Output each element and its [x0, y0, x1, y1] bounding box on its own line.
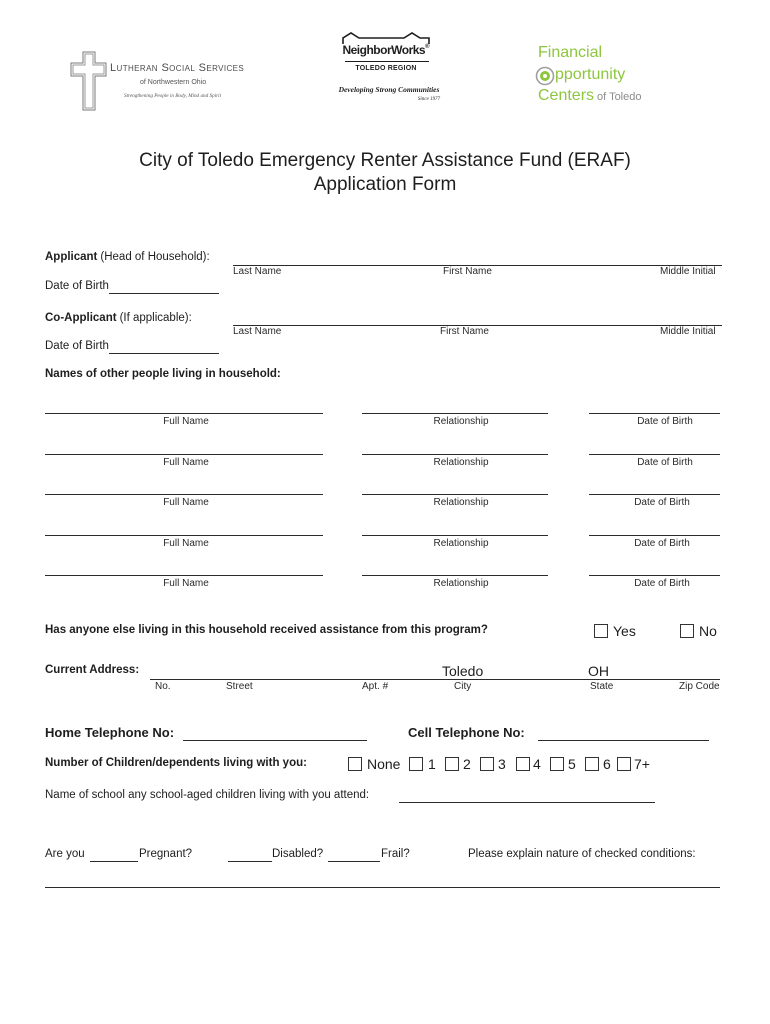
co-applicant-label [45, 313, 192, 325]
co-applicant-dob-label: Date of Birth [45, 340, 109, 352]
household-relationship-field[interactable] [362, 402, 548, 414]
foc-logo-suffix: of Toledo [597, 91, 642, 103]
city-value: Toledo [442, 663, 484, 679]
applicant-label [45, 252, 210, 264]
current-address-field[interactable] [150, 668, 720, 680]
frail-label: Frail? [381, 848, 410, 860]
applicant-dob-label: Date of Birth [45, 280, 109, 292]
address-city-label: City [454, 681, 472, 692]
lss-logo-tagline: Strengthening People in Body, Mind and Spirit [124, 93, 222, 99]
co-applicant-dob-field[interactable] [109, 342, 219, 354]
yes-option-label: Yes [613, 623, 636, 639]
full-name-label: Full Name [163, 416, 209, 427]
household-relationship-field[interactable] [362, 483, 548, 495]
cell-telephone-label: Cell Telephone No: [408, 725, 525, 740]
neighborworks-name-text: NeighborWorks [342, 43, 426, 57]
household-full-name-field[interactable] [45, 483, 323, 495]
relationship-label: Relationship [433, 416, 489, 427]
applicant-dob-field[interactable] [109, 282, 219, 294]
relationship-label: Relationship [433, 538, 489, 549]
co-applicant-first-name-label: First Name [440, 326, 489, 337]
form-title: City of Toledo Emergency Renter Assistance Fund (ERAF) [139, 150, 631, 171]
dob-label: Date of Birth [637, 416, 693, 427]
no-option-label: No [699, 623, 717, 639]
neighborworks-logo-region: TOLEDO REGION [355, 65, 417, 72]
address-apt-label: Apt. # [362, 681, 389, 692]
target-icon [535, 66, 555, 86]
school-label: Name of school any school-aged children living with you attend: [45, 789, 370, 801]
household-dob-field[interactable] [589, 402, 720, 414]
household-row [0, 413, 770, 431]
dob-label: Date of Birth [634, 538, 690, 549]
children-5-label: 5 [568, 756, 576, 772]
household-full-name-field[interactable] [45, 402, 323, 414]
foc-logo-centers: Centers [538, 87, 595, 104]
neighborworks-logo-tagline: Developing Strong Communities [338, 85, 440, 94]
foc-logo-line3 [538, 88, 641, 104]
address-zip-label: Zip Code [679, 681, 720, 692]
assistance-question: Has anyone else living in this household received assistance from this program? [45, 624, 488, 636]
children-6-label: 6 [603, 756, 611, 772]
form-subtitle: Application Form [313, 174, 457, 195]
applicant-last-name-label: Last Name [233, 266, 282, 277]
household-dob-field[interactable] [589, 564, 720, 576]
household-relationship-field[interactable] [362, 524, 548, 536]
co-applicant-middle-initial-label: Middle Initial [660, 326, 716, 337]
home-telephone-field[interactable] [183, 729, 367, 741]
neighborworks-logo-name [331, 44, 441, 56]
relationship-label: Relationship [433, 457, 489, 468]
home-telephone-label: Home Telephone No: [45, 725, 175, 740]
full-name-label: Full Name [163, 497, 209, 508]
applicant-qualifier: (Head of Household): [100, 251, 210, 263]
applicant-middle-initial-label: Middle Initial [660, 266, 716, 277]
co-applicant-name-field[interactable] [233, 314, 722, 326]
children-7plus-checkbox[interactable] [617, 757, 631, 771]
lss-logo-region: of Northwestern Ohio [140, 79, 207, 86]
address-street-label: Street [226, 681, 253, 692]
children-6-checkbox[interactable] [585, 757, 599, 771]
neighborworks-divider [345, 61, 429, 62]
cell-telephone-field[interactable] [538, 729, 709, 741]
co-applicant-last-name-label: Last Name [233, 326, 282, 337]
household-full-name-field[interactable] [45, 443, 323, 455]
school-field[interactable] [399, 791, 655, 803]
address-state-label: State [590, 681, 614, 692]
relationship-label: Relationship [433, 497, 489, 508]
disabled-label: Disabled? [272, 848, 324, 860]
foc-logo-line1: Financial [538, 44, 603, 61]
household-heading: Names of other people living in household: [45, 368, 281, 380]
household-dob-field[interactable] [589, 483, 720, 495]
frail-field[interactable] [328, 850, 380, 862]
children-3-checkbox[interactable] [480, 757, 494, 771]
no-checkbox[interactable] [680, 624, 694, 638]
household-relationship-field[interactable] [362, 443, 548, 455]
children-4-label: 4 [533, 756, 541, 772]
household-row [0, 494, 770, 512]
foc-logo-line2: pportunity [555, 66, 626, 83]
conditions-explain-field[interactable] [45, 876, 720, 888]
children-4-checkbox[interactable] [516, 757, 530, 771]
children-3-label: 3 [498, 756, 506, 772]
lss-logo-name: Lutheran Social Services [110, 62, 245, 74]
children-none-label: None [367, 756, 401, 772]
address-number-label: No. [155, 681, 171, 692]
household-row [0, 575, 770, 593]
registered-mark: ® [425, 44, 430, 50]
children-none-checkbox[interactable] [348, 757, 362, 771]
household-row [0, 454, 770, 472]
state-value: OH [588, 663, 609, 679]
conditions-explain-label: Please explain nature of checked conditions: [468, 848, 696, 860]
co-applicant-qualifier: (If applicable): [119, 312, 192, 324]
household-relationship-field[interactable] [362, 564, 548, 576]
children-1-label: 1 [428, 756, 436, 772]
conditions-prefix: Are you [45, 848, 85, 860]
children-2-label: 2 [463, 756, 471, 772]
applicant-first-name-label: First Name [443, 266, 492, 277]
household-dob-field[interactable] [589, 443, 720, 455]
children-5-checkbox[interactable] [550, 757, 564, 771]
household-row [0, 535, 770, 553]
full-name-label: Full Name [163, 457, 209, 468]
household-full-name-field[interactable] [45, 524, 323, 536]
full-name-label: Full Name [163, 578, 209, 589]
dob-label: Date of Birth [634, 497, 690, 508]
dob-label: Date of Birth [634, 578, 690, 589]
yes-checkbox[interactable] [594, 624, 608, 638]
children-2-checkbox[interactable] [445, 757, 459, 771]
disabled-field[interactable] [228, 850, 272, 862]
applicant-label-text: Applicant [45, 251, 98, 263]
current-address-label: Current Address: [45, 664, 140, 676]
children-count-label: Number of Children/dependents living with you: [45, 757, 307, 769]
children-1-checkbox[interactable] [409, 757, 423, 771]
children-7plus-label: 7+ [634, 756, 650, 772]
dob-label: Date of Birth [637, 457, 693, 468]
household-full-name-field[interactable] [45, 564, 323, 576]
household-dob-field[interactable] [589, 524, 720, 536]
cross-icon [68, 48, 110, 114]
applicant-name-field[interactable] [233, 254, 722, 266]
pregnant-field[interactable] [90, 850, 138, 862]
pregnant-label: Pregnant? [139, 848, 193, 860]
full-name-label: Full Name [163, 538, 209, 549]
relationship-label: Relationship [433, 578, 489, 589]
co-applicant-label-text: Co-Applicant [45, 312, 117, 324]
neighborworks-logo-since: Since 1977 [417, 97, 440, 102]
